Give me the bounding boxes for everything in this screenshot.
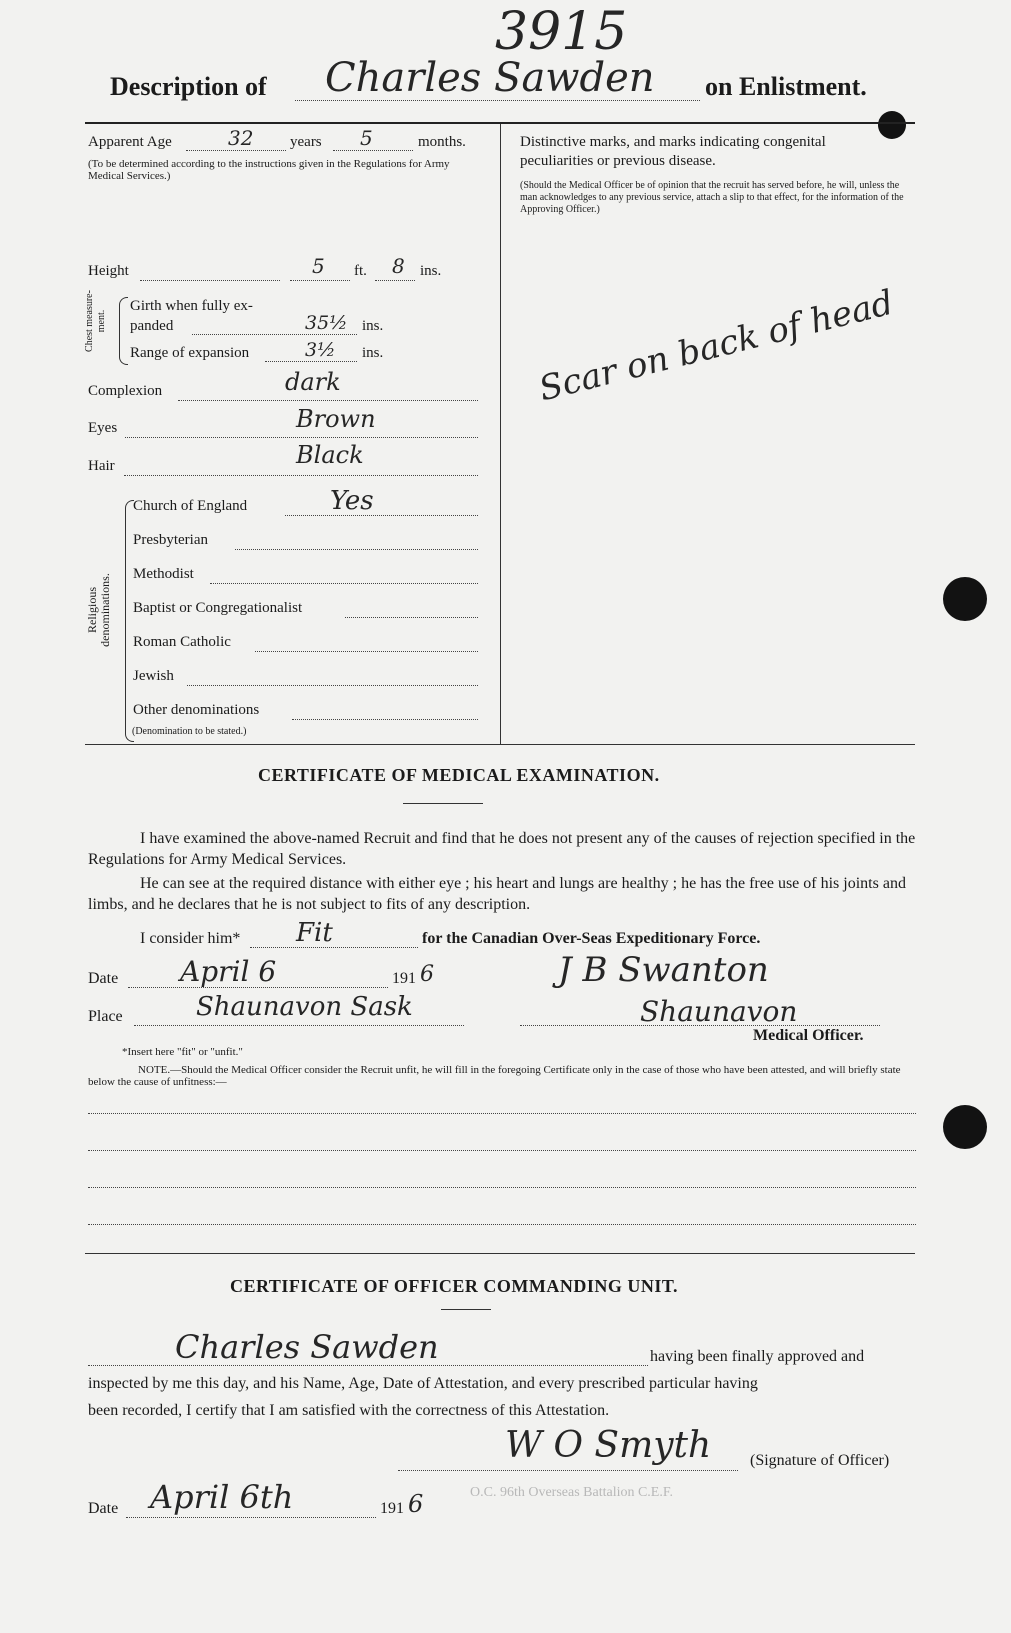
recruit-name: Charles Sawden bbox=[325, 55, 655, 101]
chest-brace bbox=[119, 297, 128, 365]
year-prefix: 191 bbox=[392, 970, 416, 987]
range-label: Range of expansion bbox=[130, 345, 250, 361]
commanding-year-suffix: 6 bbox=[408, 1490, 424, 1518]
title-suffix: on Enlistment. bbox=[705, 72, 867, 101]
punch-hole bbox=[943, 577, 987, 621]
regimental-number: 3915 bbox=[495, 2, 628, 62]
punch-hole bbox=[878, 111, 906, 139]
other-denomination-note: (Denomination to be stated.) bbox=[132, 726, 247, 737]
unfitness-line bbox=[88, 1150, 916, 1151]
marks-heading-1: Distinctive marks, and marks indicating congenital bbox=[520, 134, 826, 150]
religion-item-label: Church of England bbox=[133, 498, 248, 514]
punch-hole bbox=[943, 1105, 987, 1149]
religion-item-value: Yes bbox=[330, 486, 374, 516]
hair-value: Black bbox=[296, 441, 364, 469]
commanding-name-value: Charles Sawden bbox=[175, 1328, 439, 1366]
height-ft-value: 5 bbox=[312, 254, 325, 278]
commanding-year-prefix: 191 bbox=[380, 1500, 404, 1517]
date-value: April 6 bbox=[180, 955, 277, 988]
commanding-signature: W O Smyth bbox=[505, 1425, 712, 1466]
name-line bbox=[295, 100, 700, 101]
religion-item-label: Baptist or Congregationalist bbox=[133, 600, 303, 616]
medical-para-1: I have examined the above-named Recruit and find that he does not present any of the causes of rejection specified in the Regulations for Army Medical Services. bbox=[88, 830, 916, 868]
title-prefix: Description of bbox=[110, 72, 267, 101]
insert-note: *Insert here "fit" or "unfit." bbox=[122, 1046, 243, 1058]
marks-note: (Should the Medical Officer be of opinion that the recruit has served before, he will, unless the man acknowledges to any previous service, attach a slip to that effect, for the information of the Approving Officer.) bbox=[520, 180, 904, 215]
girth-value: 35½ bbox=[305, 312, 348, 334]
unfitness-line bbox=[88, 1187, 916, 1188]
unfitness-line bbox=[88, 1113, 916, 1114]
height-in-value: 8 bbox=[392, 254, 405, 278]
column-divider bbox=[500, 124, 501, 744]
religion-item-label: Other denominations bbox=[133, 702, 260, 718]
medical-signature: J B Swanton bbox=[558, 950, 769, 990]
religion-item-label: Jewish bbox=[133, 668, 174, 684]
eyes-label: Eyes bbox=[88, 420, 118, 436]
religion-item-label: Presbyterian bbox=[133, 532, 208, 548]
girth-label-1: Girth when fully ex- bbox=[130, 298, 253, 314]
height-label: Height bbox=[88, 263, 129, 279]
range-value: 3½ bbox=[305, 339, 336, 361]
months-label: months. bbox=[418, 134, 466, 150]
religion-item-label: Methodist bbox=[133, 566, 194, 582]
range-ins-label: ins. bbox=[362, 345, 384, 361]
place-value: Shaunavon Sask bbox=[196, 992, 413, 1022]
force-label: for the Canadian Over-Seas Expeditionary Force. bbox=[422, 930, 761, 947]
commanding-text-2: inspected by me this day, and his Name, Age, Date of Attestation, and every prescribed particular having bbox=[88, 1375, 758, 1392]
year-suffix: 6 bbox=[420, 962, 434, 987]
officer-stamp: O.C. 96th Overseas Battalion C.E.F. bbox=[470, 1485, 674, 1500]
ins-label: ins. bbox=[420, 263, 442, 279]
years-label: years bbox=[290, 134, 322, 150]
marks-heading-2: peculiarities or previous disease. bbox=[520, 153, 716, 169]
medical-note: NOTE.—Should the Medical Officer consider the Recruit unfit, he will fill in the foregoing Certificate only in the case of those who have been attested, and will briefly state below the cause of unfitness:— bbox=[88, 1064, 901, 1088]
girth-ins-label: ins. bbox=[362, 318, 384, 334]
consider-label: I consider him* bbox=[140, 930, 241, 947]
commanding-date-value: April 6th bbox=[150, 1478, 294, 1516]
age-months-value: 5 bbox=[360, 126, 373, 150]
medical-officer-label: Medical Officer. bbox=[753, 1027, 864, 1044]
signature-label: (Signature of Officer) bbox=[750, 1452, 890, 1469]
medical-para-2: He can see at the required distance with either eye ; his heart and lungs are healthy ; he has the free use of his joints and limbs, and he declares that he is not subject to fits of any description. bbox=[88, 875, 906, 913]
girth-label-2: panded bbox=[130, 318, 174, 334]
medical-signature-place: Shaunavon bbox=[640, 995, 798, 1028]
complexion-label: Complexion bbox=[88, 383, 163, 399]
ft-label: ft. bbox=[354, 263, 367, 279]
fit-value: Fit bbox=[296, 918, 333, 948]
commanding-text-1: having been finally approved and bbox=[650, 1348, 865, 1365]
chest-label: Chest measure-ment. bbox=[84, 290, 107, 352]
commanding-text-3: been recorded, I certify that I am satisfied with the correctness of this Attestation. bbox=[88, 1402, 610, 1419]
age-years-value: 32 bbox=[228, 126, 254, 150]
complexion-value: dark bbox=[285, 368, 341, 396]
place-label: Place bbox=[88, 1008, 123, 1025]
apparent-age-label: Apparent Age bbox=[88, 134, 172, 150]
age-note: (To be determined according to the instructions given in the Regulations for Army Medical Services.) bbox=[88, 158, 450, 182]
commanding-date-label: Date bbox=[88, 1500, 119, 1517]
unfitness-line bbox=[88, 1224, 916, 1225]
commanding-title: CERTIFICATE OF OFFICER COMMANDING UNIT. bbox=[230, 1276, 679, 1296]
religion-side-label: Religious denominations. bbox=[85, 573, 112, 647]
hair-label: Hair bbox=[88, 458, 115, 474]
marks-value: Scar on back of head bbox=[535, 282, 898, 410]
section-rule bbox=[85, 1253, 915, 1254]
section-rule bbox=[85, 744, 915, 745]
eyes-value: Brown bbox=[296, 405, 376, 433]
religion-item-label: Roman Catholic bbox=[133, 634, 231, 650]
medical-title: CERTIFICATE OF MEDICAL EXAMINATION. bbox=[258, 765, 660, 785]
date-label: Date bbox=[88, 970, 119, 987]
